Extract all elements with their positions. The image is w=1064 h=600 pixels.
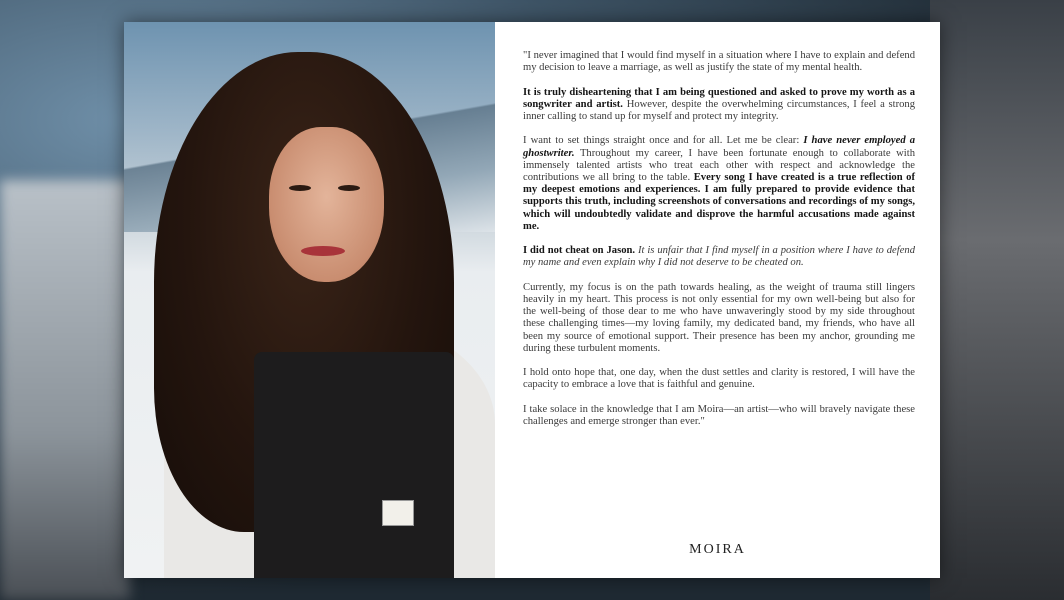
paragraph-5 — [523, 282, 915, 355]
p4-italic: It is unfair that I find myself in a position where I have to defend my name and even explain why I did not deserve to be cheated on. — [523, 245, 915, 269]
p5-text: Currently, my focus is on the path towards healing, as the weight of trauma still lingers heavily in my heart. This process is not only essential for my own well-being but also for the well-being of those dear to me who have unwaveringly stood by my side throughout these challenging times—my loving family, my dedicated band, my friends, who have all been my source of emotional support. Their presence has been my anchor, grounding me during these turbulent moments. — [523, 281, 915, 354]
black-overalls — [254, 352, 454, 578]
blurred-background-left — [0, 180, 130, 600]
statement-card — [124, 22, 940, 578]
p6-text: I hold onto hope that, one day, when the dust settles and clarity is restored, I will have the capacity to embrace a love that is faithful and genuine. — [523, 367, 915, 391]
paragraph-6 — [523, 367, 915, 391]
overall-logo-patch — [382, 500, 414, 526]
paragraph-3 — [523, 135, 915, 233]
face — [269, 127, 384, 282]
p3-text-b: Throughout my career, I have been fortunate enough to collaborate with immensely talented artists who treat each other with respect and acknowledge the contributions we all bring to the table. — [523, 147, 915, 183]
p2-text: However, despite the overwhelming circumstances, I feel a strong inner calling to stand up for myself and protect my integrity. — [523, 98, 915, 122]
p2-bold: It is truly disheartening that I am being questioned and asked to prove my worth as a songwriter and artist. — [523, 86, 915, 110]
paragraph-7 — [523, 404, 915, 428]
paragraph-4 — [523, 245, 915, 269]
statement-text — [523, 50, 915, 440]
right-eye — [338, 185, 360, 191]
p3-text-a: I want to set things straight once and for all. Let me be clear: — [523, 135, 804, 147]
paragraph-1 — [523, 50, 915, 74]
p3-bold: Every song I have created is a true reflection of my deepest emotions and experiences. I am fully prepared to provide evidence that supports this truth, including screenshots of conversations and recordings of my songs, which will undoubtedly validate and disprove the harmful accusations made against me. — [523, 172, 915, 232]
lips — [301, 246, 345, 256]
p1-text: "I never imagined that I would find myself in a situation where I have to explain and defend my decision to leave a marriage, as well as justify the state of my mental health. — [523, 50, 915, 74]
blurred-background-right — [930, 0, 1064, 600]
portrait-photo — [124, 22, 495, 578]
paragraph-2 — [523, 87, 915, 124]
p4-bold: I did not cheat on Jason. — [523, 245, 636, 257]
left-eye — [289, 185, 311, 191]
signature: MOIRA — [689, 542, 746, 557]
p3-bold-italic: I have never employed a ghostwriter. — [523, 135, 915, 159]
p7-text: I take solace in the knowledge that I am Moira—an artist—who will bravely navigate these challenges and emerge stronger than ever." — [523, 403, 915, 427]
